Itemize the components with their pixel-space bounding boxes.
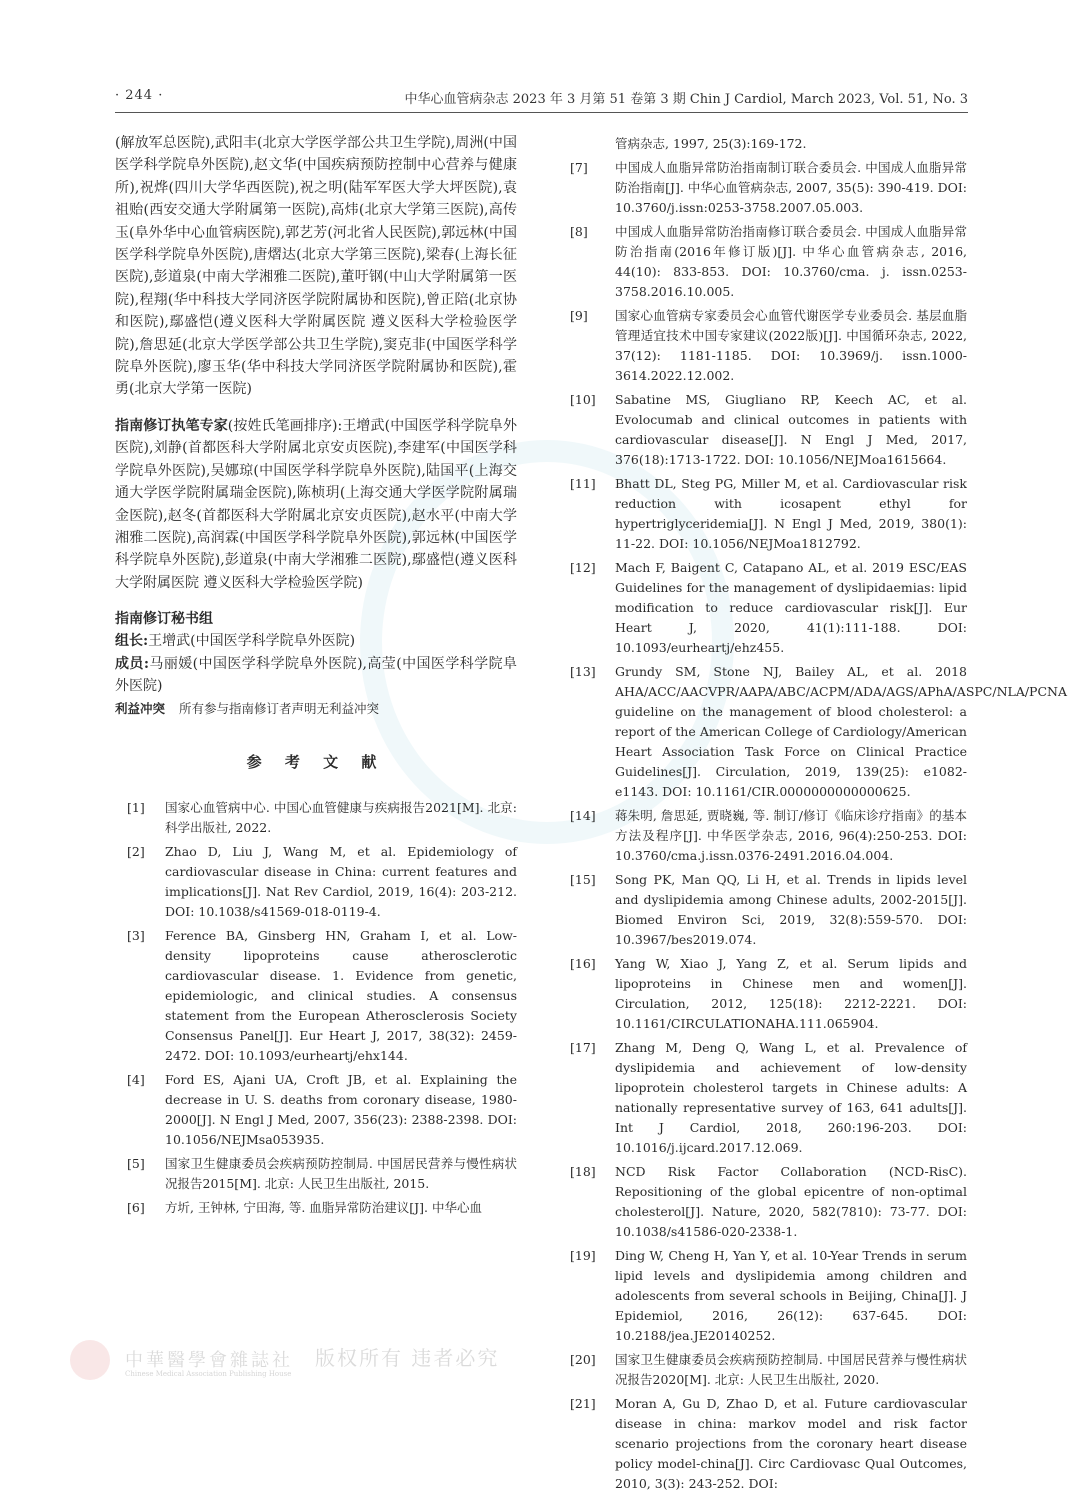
reference-item <box>565 474 967 554</box>
reference-item <box>565 806 967 866</box>
reference-text: 中国成人血脂异常防治指南修订联合委员会. 中国成人血脂异常防治指南(2016年修订版)[J]. 中华心血管病杂志, 2016, 44(10): 833-853. DOI: 10.3760/cma. j. issn.0253-3758.2016.10.005. <box>615 224 967 299</box>
reference-text: NCD Risk Factor Collaboration (NCD-RisC). Repositioning of the global epicentre of non-optimal cholesterol[J]. Nature, 2020, 582(7810): 73-77. DOI: 10.1038/s41586-020-2338-1. <box>615 1164 967 1239</box>
reference-number: [14] <box>570 808 596 823</box>
reference-item <box>115 1154 517 1194</box>
reference-text: Bhatt DL, Steg PG, Miller M, et al. Cardiovascular risk reduction with icosapent ethyl for hypertriglyceridemia[J]. N Engl J Med, 2019, 380(1): 11-22. DOI: 10.1056/NEJMoa1812792. <box>615 476 967 551</box>
publisher-name: 中華醫學會雜誌社 <box>125 1350 293 1371</box>
writing-experts-text: (按姓氏笔画排序):王增武(中国医学科学院阜外医院),刘静(首都医科大学附属北京安贞医院),李建军(中国医学科学院阜外医院),吴娜琼(中国医学科学院阜外医院),陆国平(上海交通大学医学院附属瑞金医院),陈桢玥(上海交通大学医学院附属瑞金医院),赵冬(首都医科大学附属北京安贞医院),赵水平(中南大学湘雅二医院),高润霖(中国医学科学院阜外医院),郭远林(中国医学科学院阜外医院),彭道泉(中南大学湘雅二医院),鄢盛恺(遵义医科大学附属医院 遵义医科大学检验医学院) <box>115 417 517 591</box>
page-number: · 244 · <box>115 88 164 103</box>
right-column <box>565 134 1067 1498</box>
committee-experts-continued: (解放军总医院),武阳丰(北京大学医学部公共卫生学院),周洲(中国医学科学院阜外医院),赵文华(中国疾病预防控制中心营养与健康所),祝烨(四川大学华西医院),祝之明(陆军军医大学大坪医院),袁祖贻(西安交通大学附属第一医院),高炜(北京大学第三医院),高传玉(阜外华中心血管病医院),郭艺芳(河北省人民医院),郭远林(中国医学科学院阜外医院),唐熠达(北京大学第三医院),梁春(上海长征医院),彭道泉(中南大学湘雅二医院),董吁钢(中山大学附属第一医院),程翔(华中科技大学同济医学院附属协和医院),曾正陪(北京协和医院),鄢盛恺(遵义医科大学附属医院 遵义医科大学检验医学院),詹思延(北京大学医学部公共卫生学院),窦克非(中国医学科学院阜外医院),廖玉华(华中科技大学同济医学院附属协和医院),霍勇(北京大学第一医院) <box>115 135 517 398</box>
references-title: 参 考 文 献 <box>246 753 386 772</box>
secretary-members <box>115 653 517 698</box>
reference-number: [18] <box>570 1164 596 1179</box>
reference-text: 国家心血管病中心. 中国心血管健康与疾病报告2021[M]. 北京: 科学出版社, 2022. <box>165 800 517 836</box>
reference-number: [20] <box>570 1352 596 1367</box>
reference-text: 国家心血管病专家委员会心血管代谢医学专业委员会. 基层血脂管理适宜技术中国专家建议(2022版)[J]. 中国循环杂志, 2022, 37(12): 1181-1185. DOI: 10.3969/j. issn.1000-3614.2022.12.002. <box>615 308 967 383</box>
reference-item <box>565 558 967 658</box>
secretary-leader-text: 王增武(中国医学科学院阜外医院) <box>148 633 356 650</box>
secretary-group-title: 指南修订秘书组 <box>115 611 213 628</box>
reference-number: [10] <box>570 392 596 407</box>
reference-number: [16] <box>570 956 596 971</box>
secretary-members-label: 成员: <box>115 655 149 672</box>
reference-item <box>565 662 1067 802</box>
writing-experts <box>115 415 517 594</box>
reference-item <box>115 926 517 1066</box>
reference-text: Song PK, Man QQ, Li H, et al. Trends in lipids level and dyslipidemia among Chinese adults, 2002-2015[J]. Biomed Environ Sci, 2019, 32(8):559-570. DOI: 10.3967/bes2019.074. <box>615 872 967 947</box>
reference-item <box>565 954 967 1034</box>
reference-item <box>565 1246 967 1346</box>
publisher-logo-icon <box>70 1340 110 1380</box>
reference-text: 国家卫生健康委员会疾病预防控制局. 中国居民营养与慢性病状况报告2020[M]. 北京: 人民卫生出版社, 2020. <box>615 1352 967 1387</box>
reference-text: 蒋朱明, 詹思延, 贾晓巍, 等. 制订/修订《临床诊疗指南》的基本方法及程序[J]. 中华医学杂志, 2016, 96(4):250-253. DOI: 10.3760/cma.j.issn.0376-2491.2016.04.004. <box>615 808 967 863</box>
writing-experts-label: 指南修订执笔专家 <box>115 417 228 434</box>
reference-number: [13] <box>570 664 596 679</box>
publisher-name-en: Chinese Medical Association Publishing House <box>125 1370 292 1378</box>
reference-number: [17] <box>570 1040 596 1055</box>
reference-number: [7] <box>570 160 588 175</box>
reference-number: [11] <box>570 476 596 491</box>
reference-item <box>565 390 967 470</box>
reference-number: [9] <box>570 308 588 323</box>
reference-text: Ford ES, Ajani UA, Croft JB, et al. Explaining the decrease in U. S. deaths from coronary disease, 1980-2000[J]. N Engl J Med, 2007, 356(23): 2388-2398. DOI: 10.1056/NEJMsa053935. <box>165 1072 517 1148</box>
reference-text: Sabatine MS, Giugliano RP, Keech AC, et al. Evolocumab and clinical outcomes in patients with cardiovascular disease[J]. N Engl J Med, 2017, 376(18):1713-1722. DOI: 10.1056/NEJMoa1615664. <box>615 392 967 467</box>
references-list-right <box>565 158 1067 1494</box>
reference-text: Mach F, Baigent C, Catapano AL, et al. 2019 ESC/EAS Guidelines for the management of dyslipidaemias: lipid modification to reduce cardiovascular risk[J]. Eur Heart J, 2020, 41(1):111-188. DOI: 10.1093/eurheartj/ehz455. <box>615 560 967 655</box>
reference-number: [8] <box>570 224 588 239</box>
references-list-left <box>115 798 517 1218</box>
conflict-label: 利益冲突 <box>115 701 166 717</box>
reference-item <box>565 1350 967 1390</box>
reference-item <box>565 1038 967 1158</box>
secretary-members-text: 马丽媛(中国医学科学院阜外医院),高莹(中国医学科学院阜外医院) <box>115 655 517 694</box>
reference-item <box>565 1162 967 1242</box>
secretary-leader-label: 组长: <box>115 633 149 650</box>
reference-number: [21] <box>570 1396 596 1411</box>
reference-item <box>565 1394 967 1494</box>
reference-text: Zhao D, Liu J, Wang M, et al. Epidemiology of cardiovascular disease in China: current features and implications[J]. Nat Rev Cardiol, 2019, 16(4): 203-212. DOI: 10.1038/s41569-018-0119-4. <box>165 844 517 920</box>
reference-number: [5] <box>127 1156 145 1172</box>
reference-item <box>565 158 967 218</box>
reference-text: Ference BA, Ginsberg HN, Graham I, et al. Low-density lipoproteins cause atherosclerotic cardiovascular disease. 1. Evidence from genetic, epidemiologic, and clinical studies. A consensus statement from the European Atherosclerosis Society Consensus Panel[J]. Eur Heart J, 2017, 38(32): 2459-2472. DOI: 10.1093/eurheartj/ehx144. <box>165 928 517 1064</box>
reference-number: [19] <box>570 1248 596 1263</box>
reference-text: Moran A, Gu D, Zhao D, et al. Future cardiovascular disease in china: markov model and risk factor scenario projections from the coronary heart disease policy model-china[J]. Circ Cardiovasc Qual Outcomes, 2010, 3(3): 243-252. DOI: <box>615 1396 967 1491</box>
reference-item <box>565 222 967 302</box>
reference-item <box>115 1070 517 1150</box>
reference-item <box>115 842 517 922</box>
reference-number: [15] <box>570 872 596 887</box>
reference-text: Yang W, Xiao J, Yang Z, et al. Serum lipids and lipoproteins in Chinese men and women[J]. Circulation, 2012, 125(18): 2212-2221. DOI: 10.1161/CIRCULATIONAHA.111.065904. <box>615 956 967 1031</box>
reference-number: [4] <box>127 1072 145 1088</box>
reference-text: Grundy SM, Stone NJ, Bailey AL, et al. 2018 AHA/ACC/AACVPR/AAPA/ABC/ACPM/ADA/AGS/APhA/ASPC/NLA/PCNA guideline on the management of blood cholesterol: a report of the American College of Cardiology/American Heart Association Task Force on Clinical Practice Guidelines[J]. Circulation, 2019, 139(25): e1082-e1143. DOI: 10.1161/CIR.0000000000000625. <box>615 664 1067 799</box>
reference-item <box>115 1198 517 1218</box>
reference-text: Zhang M, Deng Q, Wang L, et al. Prevalence of dyslipidemia and achievement of low-density lipoprotein cholesterol targets in Chinese adults: A nationally representative survey of 163, 641 adults[J]. Int J Cardiol, 2018, 260:196-203. DOI: 10.1016/j.ijcard.2017.12.069. <box>615 1040 967 1155</box>
reference-6-continued: 管病杂志, 1997, 25(3):169-172. <box>615 136 807 151</box>
reference-number: [1] <box>127 800 145 816</box>
running-header <box>115 86 968 113</box>
reference-number: [6] <box>127 1200 145 1216</box>
reference-item <box>115 798 517 838</box>
secretary-leader <box>115 630 517 652</box>
reference-text: 国家卫生健康委员会疾病预防控制局. 中国居民营养与慢性病状况报告2015[M]. 北京: 人民卫生出版社, 2015. <box>165 1156 517 1192</box>
left-column <box>115 132 517 1222</box>
reference-number: [3] <box>127 928 145 944</box>
reference-number: [12] <box>570 560 596 575</box>
copyright-notice: 版权所有 违者必究 <box>315 1346 500 1370</box>
reference-item <box>565 306 967 386</box>
reference-number: [2] <box>127 844 145 860</box>
reference-text: Ding W, Cheng H, Yan Y, et al. 10-Year Trends in serum lipid levels and dyslipidemia among children and adolescents from several schools in Beijing, China[J]. J Epidemiol, 2016, 26(12): 637-645. DOI: 10.2188/jea.JE20140252. <box>615 1248 967 1343</box>
reference-text: 中国成人血脂异常防治指南制订联合委员会. 中国成人血脂异常防治指南[J]. 中华心血管病杂志, 2007, 35(5): 390-419. DOI: 10.3760/j.issn:0253-3758.2007.05.003. <box>615 160 967 215</box>
conflict-of-interest <box>115 699 517 719</box>
conflict-text: 所有参与指南修订者声明无利益冲突 <box>179 701 380 717</box>
reference-text: 方圻, 王钟林, 宁田海, 等. 血脂异常防治建议[J]. 中华心血 <box>165 1200 482 1216</box>
journal-citation: 中华心血管病杂志 2023 年 3 月第 51 卷第 3 期 Chin J Cardiol, March 2023, Vol. 51, No. 3 <box>404 92 968 107</box>
reference-item <box>565 870 967 950</box>
